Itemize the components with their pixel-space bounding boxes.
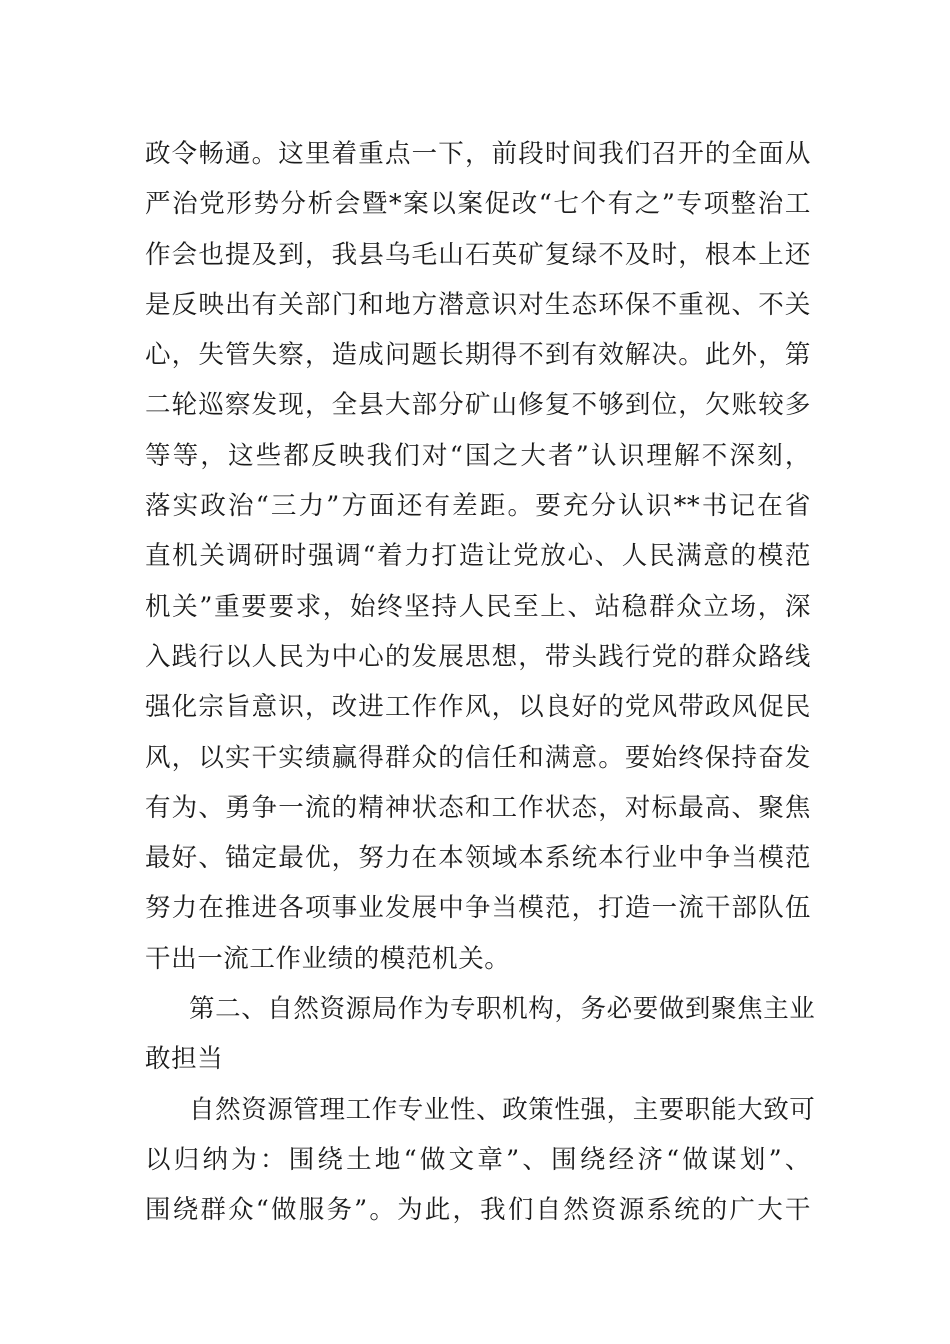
body-line: 最好、锚定最优，努力在本领域本系统本行业中争当模范 [145,843,811,874]
body-line: 严治党形势分析会暨*案以案促改“七个有之”专项整治工 [145,189,811,220]
body-line: 心，失管失察，造成问题长期得不到有效解决。此外，第 [145,340,811,371]
body-line: 机关”重要要求，始终坚持人民至上、站稳群众立场，深 [145,591,811,622]
body-line: 有为、勇争一流的精神状态和工作状态，对标最高、聚焦 [145,792,811,823]
body-line: 围绕群众“做服务”。为此，我们自然资源系统的广大干 [145,1195,811,1226]
body-line: 落实政治“三力”方面还有差距。要充分认识**书记在省 [145,491,811,522]
body-line: 二轮巡察发现，全县大部分矿山修复不够到位，欠账较多 [145,390,811,421]
body-line: 作会也提及到，我县乌毛山石英矿复绿不及时，根本上还 [145,239,811,270]
body-line: 努力在推进各项事业发展中争当模范，打造一流干部队伍 [145,893,811,924]
body-line-paragraph-end: 干出一流工作业绩的模范机关。 [145,943,511,974]
body-line-paragraph-start: 自然资源管理工作专业性、政策性强，主要职能大致可 [189,1094,816,1125]
section-heading-line: 第二、自然资源局作为专职机构，务必要做到聚焦主业 [189,994,816,1025]
section-heading-line-end: 敢担当 [145,1044,224,1075]
body-line: 政令畅通。这里着重点一下，前段时间我们召开的全面从 [145,139,811,169]
body-line: 风，以实干实绩赢得群众的信任和满意。要始终保持奋发 [145,742,811,773]
body-line: 强化宗旨意识，改进工作作风，以良好的党风带政风促民 [145,692,811,723]
body-line: 直机关调研时强调“着力打造让党放心、人民满意的模范 [145,541,811,572]
document-body [145,129,816,1236]
body-line: 等等，这些都反映我们对“国之大者”认识理解不深刻， [145,440,811,471]
body-line: 是反映出有关部门和地方潜意识对生态环保不重视、不关 [145,289,811,320]
body-line: 以归纳为：围绕土地“做文章”、围绕经济“做谋划”、 [145,1144,811,1175]
body-line: 入践行以人民为中心的发展思想，带头践行党的群众路线 [145,641,811,672]
